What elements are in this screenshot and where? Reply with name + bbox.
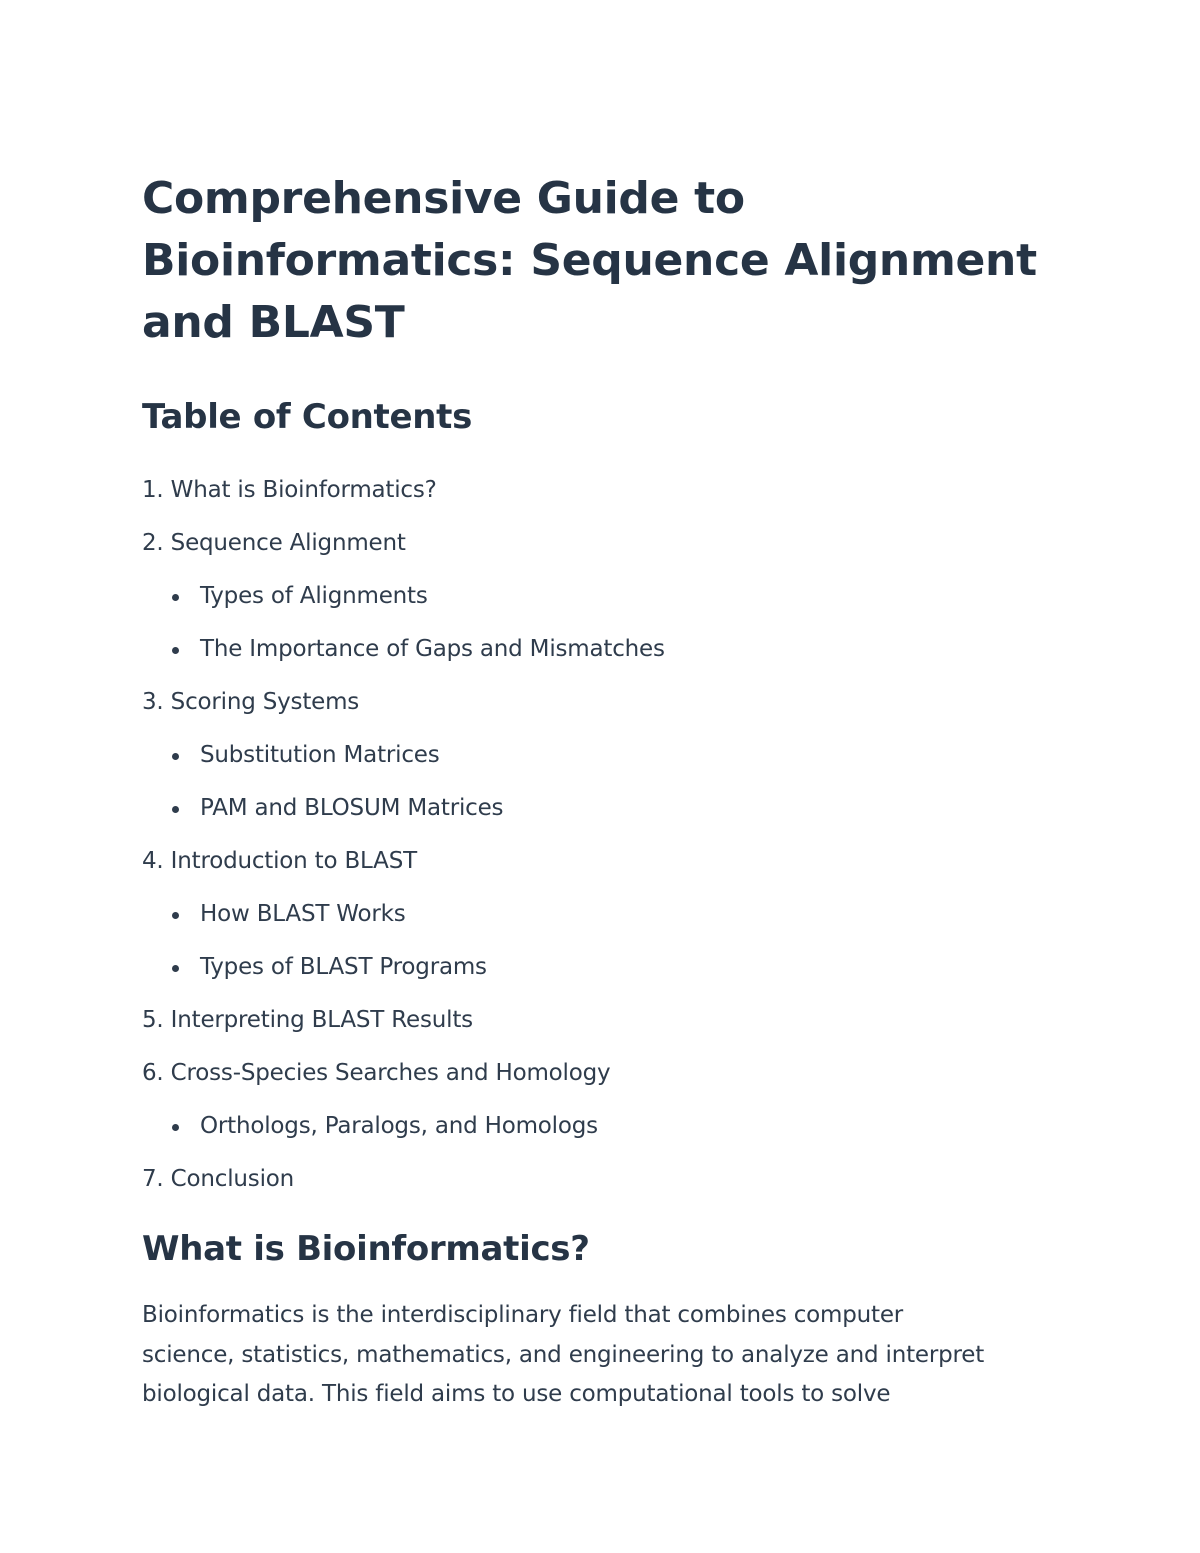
title-line-1: Comprehensive Guide to	[142, 173, 745, 224]
toc-sublist	[142, 1100, 1062, 1153]
toc-subitem	[142, 782, 1062, 835]
bullet-icon	[172, 753, 179, 760]
toc-item-label: Introduction to BLAST	[170, 848, 417, 874]
bullet-icon	[172, 965, 179, 972]
toc-item-number: 7.	[142, 1166, 164, 1192]
section-paragraph	[142, 1296, 1062, 1415]
toc-item	[142, 835, 1062, 994]
toc-subitem-label: Orthologs, Paralogs, and Homologs	[200, 1113, 598, 1139]
toc-item	[142, 676, 1062, 835]
toc-sublist	[142, 888, 1062, 994]
toc-subitem	[142, 1100, 1062, 1153]
toc-heading: Table of Contents	[142, 397, 473, 437]
toc-item-label: Cross-Species Searches and Homology	[170, 1060, 611, 1086]
table-of-contents	[142, 464, 1062, 1206]
toc-sublist	[142, 570, 1062, 676]
toc-item-number: 1.	[142, 477, 164, 503]
toc-subitem	[142, 623, 1062, 676]
bullet-icon	[172, 1124, 179, 1131]
toc-subitem-label: PAM and BLOSUM Matrices	[200, 795, 504, 821]
toc-item	[142, 517, 1062, 676]
toc-subitem-label: How BLAST Works	[200, 901, 406, 927]
toc-sublist	[142, 729, 1062, 835]
toc-item-label: Interpreting BLAST Results	[170, 1007, 473, 1033]
document-page	[142, 168, 1062, 1415]
toc-subitem-label: The Importance of Gaps and Mismatches	[200, 636, 665, 662]
toc-item	[142, 464, 1062, 517]
title-line-2: Bioinformatics: Sequence Alignment	[142, 235, 1037, 286]
toc-item-number: 6.	[142, 1060, 164, 1086]
paragraph-line: science, statistics, mathematics, and engineering to analyze and interpret	[142, 1341, 985, 1368]
toc-item	[142, 1047, 1062, 1153]
document-title	[142, 168, 1062, 354]
section-heading: What is Bioinformatics?	[142, 1229, 590, 1269]
toc-item-label: What is Bioinformatics?	[170, 477, 437, 503]
toc-item-label: Sequence Alignment	[170, 530, 406, 556]
toc-subitem	[142, 888, 1062, 941]
toc-item-label: Conclusion	[170, 1166, 295, 1192]
bullet-icon	[172, 912, 179, 919]
toc-item-number: 3.	[142, 689, 164, 715]
toc-subitem	[142, 570, 1062, 623]
toc-subitem	[142, 729, 1062, 782]
bullet-icon	[172, 806, 179, 813]
paragraph-line: Bioinformatics is the interdisciplinary field that combines computer	[142, 1302, 904, 1328]
toc-item	[142, 994, 1062, 1047]
toc-subitem-label: Types of BLAST Programs	[200, 954, 487, 980]
toc-item	[142, 1153, 1062, 1206]
toc-item-number: 4.	[142, 848, 164, 874]
paragraph-line: biological data. This field aims to use computational tools to solve	[142, 1381, 891, 1407]
toc-item-number: 2.	[142, 530, 164, 556]
bullet-icon	[172, 647, 179, 654]
toc-subitem-label: Types of Alignments	[200, 583, 428, 609]
toc-item-number: 5.	[142, 1007, 164, 1033]
title-line-3: and BLAST	[142, 297, 405, 348]
toc-item-label: Scoring Systems	[170, 689, 360, 715]
toc-subitem-label: Substitution Matrices	[200, 742, 440, 768]
bullet-icon	[172, 594, 179, 601]
toc-subitem	[142, 941, 1062, 994]
